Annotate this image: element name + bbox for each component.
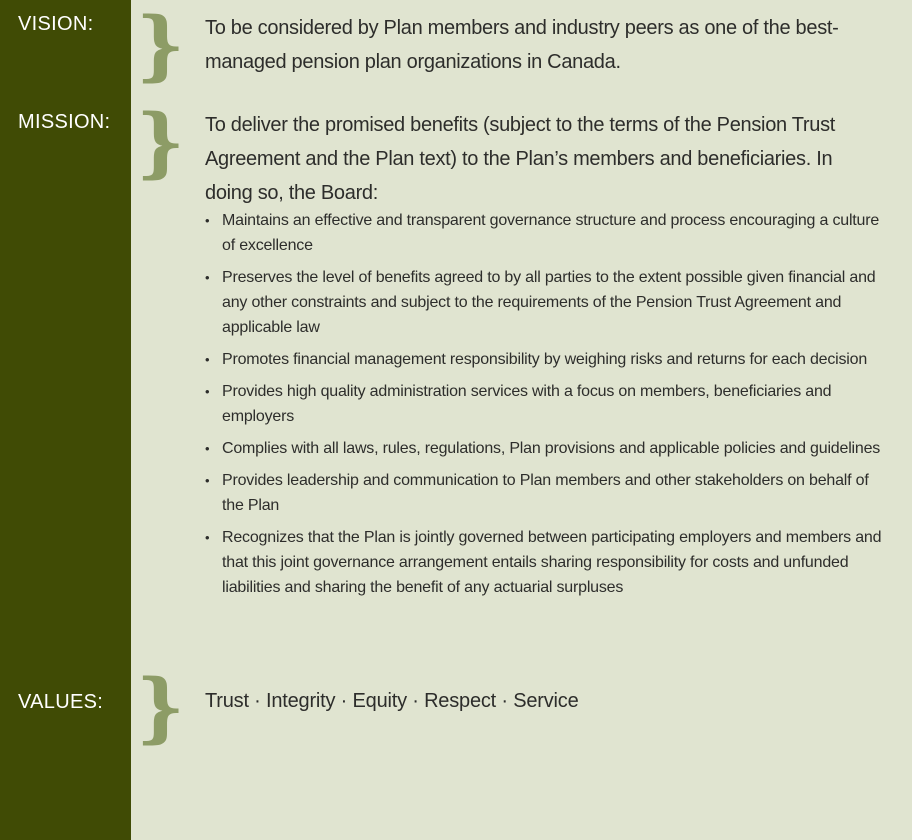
bullet-text: Provides high quality administration services with a focus on members, beneficiaries and employers (222, 383, 832, 425)
bullet-icon: • (205, 270, 210, 285)
bullet-icon: • (205, 473, 210, 488)
bullet-text: Preserves the level of benefits agreed to by all parties to the extent possible given financial and any other constraints and subject to the requirements of the Pension Trust Agreement and applicable law (222, 269, 876, 336)
list-item (205, 436, 889, 461)
list-item (205, 208, 889, 258)
list-item (205, 525, 889, 600)
bullet-text: Maintains an effective and transparent governance structure and process encouraging a culture of excellence (222, 212, 880, 254)
bullet-text: Promotes financial management responsibility by weighing risks and returns for each decision (222, 351, 868, 368)
list-item (205, 468, 889, 518)
bullet-icon: • (205, 213, 210, 228)
values-list: Trust · Integrity · Equity · Respect · Service (205, 690, 579, 712)
mission-statement: To deliver the promised benefits (subject to the terms of the Pension Trust Agreement and the Plan text) to the Plan’s members and beneficiaries. In doing so, the Board: (205, 114, 836, 204)
bullet-text: Recognizes that the Plan is jointly governed between participating employers and members and that this joint governance arrangement entails sharing responsibility for costs and unfunded liabilities and sharing the benefit of any actuarial surpluses (222, 529, 882, 596)
brace-icon: } (136, 0, 185, 89)
vision-statement: To be considered by Plan members and industry peers as one of the best-managed pension plan organizations in Canada. (205, 17, 839, 73)
bullet-icon: • (205, 441, 210, 456)
bullet-icon: • (205, 384, 210, 399)
mission-bullet-list (205, 208, 889, 607)
bullet-text: Provides leadership and communication to Plan members and other stakeholders on behalf of the Plan (222, 472, 869, 514)
brace-icon: } (136, 662, 185, 751)
brace-icon: } (136, 97, 185, 186)
values-label: VALUES: (18, 691, 104, 713)
list-item (205, 265, 889, 340)
mission-label: MISSION: (18, 111, 111, 133)
bullet-icon: • (205, 352, 210, 367)
bullet-icon: • (205, 530, 210, 545)
vision-label: VISION: (18, 13, 94, 35)
bullet-text: Complies with all laws, rules, regulations, Plan provisions and applicable policies and guidelines (222, 440, 881, 457)
list-item (205, 347, 889, 372)
list-item (205, 379, 889, 429)
